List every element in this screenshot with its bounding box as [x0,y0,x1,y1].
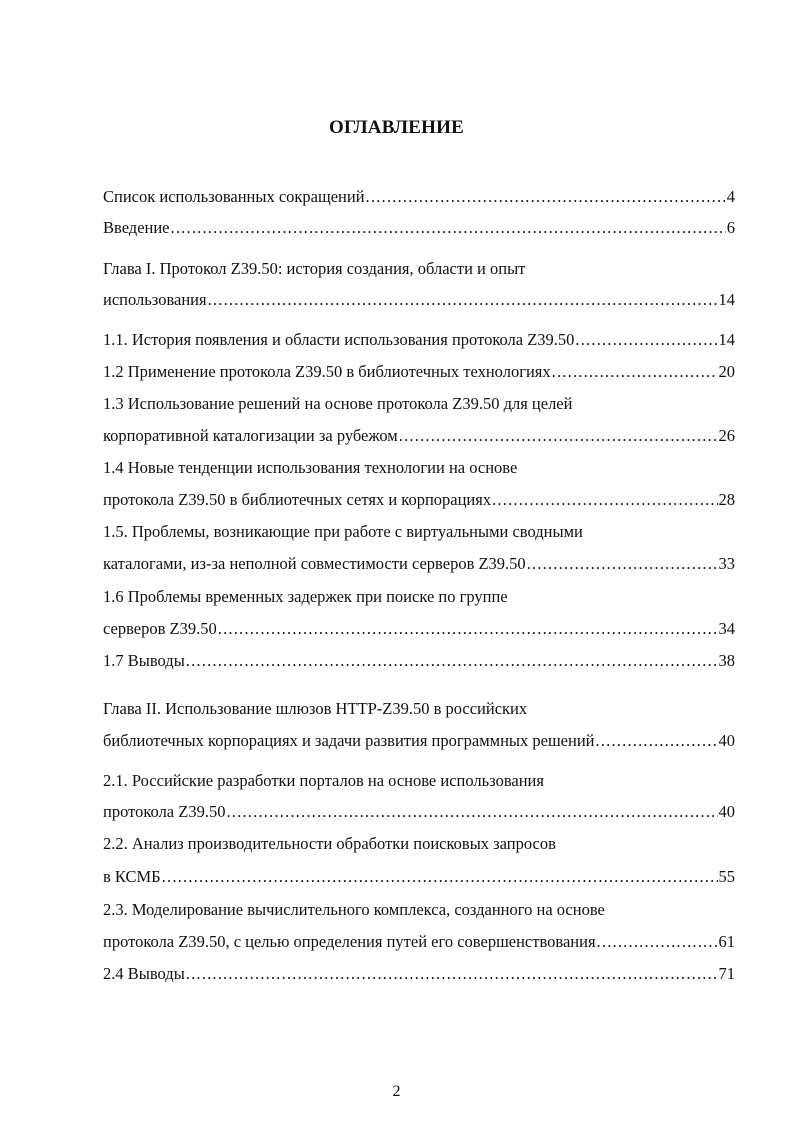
toc-entry-text: каталогами, из-за неполной совместимости серверов Z39.50 [103,554,526,573]
toc-entry [103,288,735,312]
toc-entry-text: использования [103,290,207,309]
toc-leader-dots [226,800,717,824]
toc-entry [103,360,735,384]
toc-entry-text: корпоративной каталогизации за рубежом [103,426,398,445]
toc-entry-text: протокола Z39.50 [103,802,226,821]
toc-entry-page: 33 [718,554,735,573]
toc-leader-dots [596,729,718,753]
toc-entry-first-line: 1.6 Проблемы временных задержек при поиске по группе [103,587,508,606]
toc-leader-dots [527,552,718,576]
toc-entry [103,962,735,986]
toc-entry-text: 1.1. История появления и области использования протокола Z39.50 [103,330,575,349]
toc-leader-dots [208,288,718,312]
toc-entry [103,552,735,576]
toc-leader-dots [492,488,717,512]
toc-leader-dots [186,649,718,673]
toc-entry-first-line: Глава I. Протокол Z39.50: история создания, области и опыт [103,259,526,278]
toc-leader-dots [552,360,718,384]
toc-entry-text: Список использованных сокращений [103,187,365,206]
toc-leader-dots [597,930,718,954]
toc-entry-text: 2.4 Выводы [103,964,185,983]
toc-entry [103,328,735,352]
toc-entry-text: протокола Z39.50, с целью определения путей его совершенствования [103,932,596,951]
toc-leader-dots [186,962,718,986]
toc-entry-page: 14 [718,290,735,309]
toc-entry-text: 1.2 Применение протокола Z39.50 в библиотечных технологиях [103,362,551,381]
toc-entry-text: серверов Z39.50 [103,619,217,638]
toc-leader-dots [575,328,717,352]
toc-entry-first-line: 2.1. Российские разработки порталов на основе использования [103,771,544,790]
toc-leader-dots [162,865,718,889]
toc-entry-first-line: Глава II. Использование шлюзов HTTP-Z39.50 в российских [103,699,528,718]
toc-entry-page: 4 [726,187,735,206]
toc-entry [103,617,735,641]
toc-entry-first-line: 1.5. Проблемы, возникающие при работе с виртуальными сводными [103,522,583,541]
toc-entry-first-line: 2.2. Анализ производительности обработки поисковых запросов [103,834,556,853]
toc-entry [103,216,735,240]
toc-entry-page: 55 [718,867,735,886]
toc-entry-page: 71 [718,964,735,983]
toc-entry-page: 40 [718,802,735,821]
toc-entry-first-line: 2.3. Моделирование вычислительного комплекса, созданного на основе [103,900,605,919]
toc-entry-text: Введение [103,218,170,237]
toc-entry [103,424,735,448]
toc-entry-text: библиотечных корпорациях и задачи развития программных решений [103,731,595,750]
toc-entry-first-line: 1.4 Новые тенденции использования технологии на основе [103,458,518,477]
toc-entry [103,729,735,753]
toc-entry-page: 26 [718,426,735,445]
toc-entry-page: 28 [718,490,735,509]
toc-entry [103,865,735,889]
toc-entry-text: в КСМБ [103,867,161,886]
toc-entry-page: 40 [718,731,735,750]
toc-leader-dots [218,617,718,641]
toc-entry-text: 1.7 Выводы [103,651,185,670]
toc-entry [103,930,735,954]
toc-entry [103,185,735,209]
toc-entry-page: 38 [718,651,735,670]
page-title: ОГЛАВЛЕНИЕ [329,117,464,138]
toc-entry [103,649,735,673]
toc-entry [103,800,735,824]
toc-entry-page: 34 [718,619,735,638]
toc-entry-page: 6 [726,218,735,237]
toc-entry-text: протокола Z39.50 в библиотечных сетях и корпорациях [103,490,492,509]
toc-entry-page: 14 [718,330,735,349]
toc-leader-dots [399,424,718,448]
toc-entry-page: 61 [718,932,735,951]
toc-leader-dots [366,185,726,209]
toc-leader-dots [171,216,726,240]
toc-entry-page: 20 [718,362,735,381]
toc-entry-first-line: 1.3 Использование решений на основе протокола Z39.50 для целей [103,394,573,413]
toc-entry [103,488,735,512]
page-number: 2 [392,1083,401,1100]
